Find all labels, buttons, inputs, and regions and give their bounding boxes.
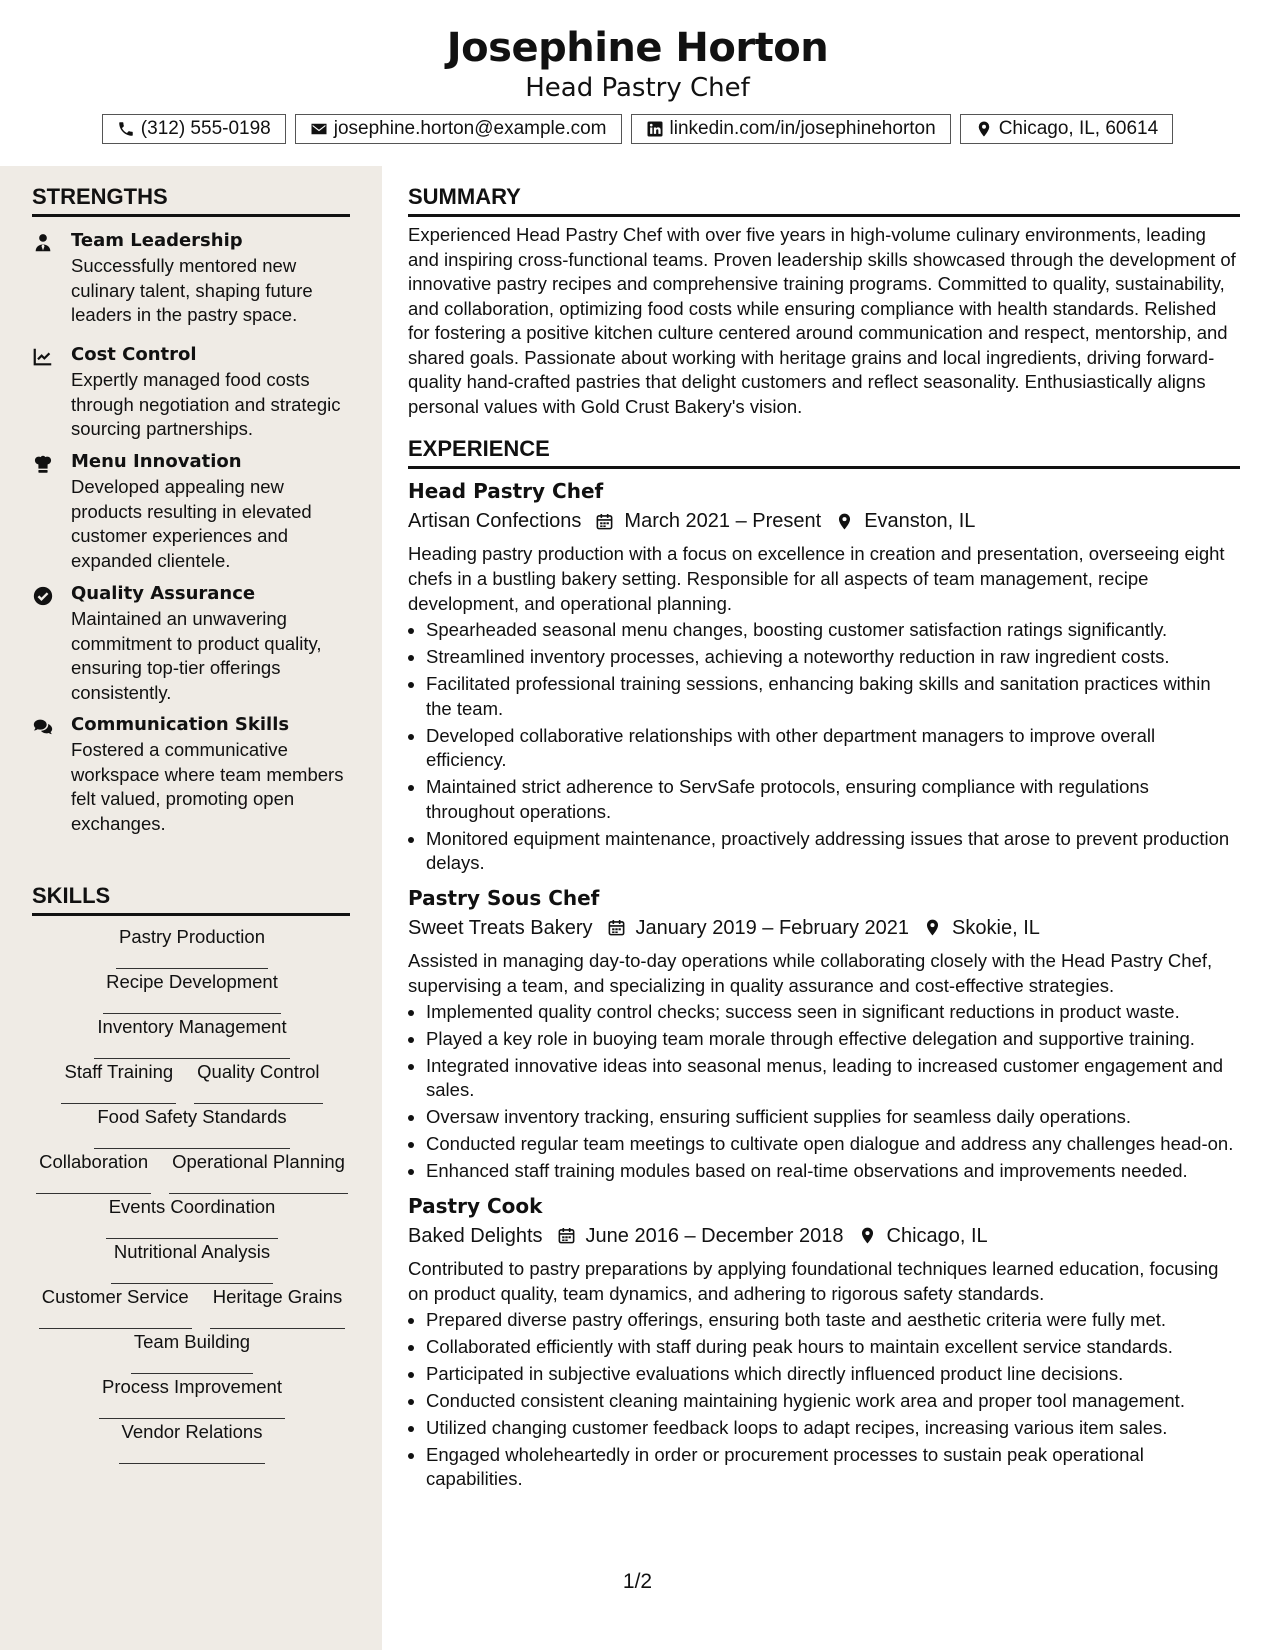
skill-tag: Heritage Grains [210,1284,346,1329]
calendar-icon [557,1226,576,1245]
bullet-item: • Conducted consistent cleaning maintaining hygienic work area and proper tool management. [426,1389,1240,1414]
job-entry [408,1192,1240,1492]
map-pin-icon [923,918,942,937]
job-dates: March 2021 – Present [624,510,822,532]
strength-desc: Fostered a communicative workspace where team members felt valued, promoting open exchanges. [71,739,344,834]
job-entry [408,477,1240,876]
skill-tag: Food Safety Standards [94,1104,289,1149]
job-meta [408,914,1240,942]
envelope-icon [310,120,328,138]
job-company: Sweet Treats Bakery [408,916,593,939]
contact-bar [0,114,1275,144]
strength-desc: Maintained an unwavering commitment to product quality, ensuring top-tier offerings consistently. [71,608,322,703]
job-company: Baked Delights [408,1224,543,1247]
skill-tag: Vendor Relations [119,1419,266,1464]
job-title: Pastry Sous Chef [408,885,600,910]
skill-tag: Staff Training [61,1059,176,1104]
experience-heading: EXPERIENCE [408,435,1240,469]
map-pin-icon [835,512,854,531]
contact-phone-text: (312) 555-0198 [140,118,271,139]
strength-desc: Successfully mentored new culinary talent, shaping future leaders in the pastry space. [71,255,313,325]
comments-icon [32,716,54,738]
bullet-item: • Facilitated professional training sessions, enhancing baking skills and sanitation practices within the team. [426,672,1240,721]
map-pin-icon [975,120,993,138]
phone-icon [117,120,135,138]
bullet-item: • Spearheaded seasonal menu changes, boosting customer satisfaction ratings significantly. [426,618,1240,643]
strength-desc: Developed appealing new products resulting in elevated customer experiences and expanded clientele. [71,476,312,571]
job-entry [408,884,1240,1184]
bullet-item: • Conducted regular team meetings to cultivate open dialogue and address any challenges head-on. [426,1132,1240,1157]
skill-tag: Events Coordination [106,1194,279,1239]
summary-text: Experienced Head Pastry Chef with over five years in high-volume culinary environments, leading and inspiring cross-functional teams. Proven leadership skills showcased through the development of innovative pastry recipes and comprehensive training programs. Committed to quality, sustainability, and collaboration, optimizing food costs while ensuring compliance with health standards. Relished for fostering a positive kitchen culture centered around communication and respect, mentorship, and shared goals. Passionate about working with heritage grains and local ingredients, driving forward-quality hand-crafted pastries that delight customers and reflect seasonality. Enthusiastically aligns personal values with Gold Crust Bakery's vision. [408,224,1236,417]
job-title: Head Pastry Chef [408,479,604,503]
strength-title: Quality Assurance [71,583,256,604]
job-company: Artisan Confections [408,510,582,532]
bullet-item: • Implemented quality control checks; success seen in significant reductions in product waste. [426,1000,1240,1025]
skills-list [32,924,352,1464]
job-bullets [408,618,1240,876]
bullet-item: • Streamlined inventory processes, achieving a noteworthy reduction in raw ingredient costs. [426,645,1240,670]
job-dates: January 2019 – February 2021 [635,916,910,939]
bullet-item: • Enhanced staff training modules based on real-time observations and improvements needed. [426,1159,1240,1184]
job-bullets [408,1000,1240,1184]
check-circle-icon [32,585,54,607]
skill-tag: Process Improvement [99,1374,285,1419]
skills-heading: SKILLS [32,882,350,916]
chart-line-icon [32,346,54,368]
bullet-item: • Maintained strict adherence to ServSafe protocols, ensuring compliance with regulations throughout operations. [426,775,1240,824]
skill-tag: Quality Control [194,1059,322,1104]
bullet-item: • Engaged wholeheartedly in order or procurement processes to sustain peak operational capabilities. [426,1443,1240,1492]
map-pin-icon [858,1226,877,1245]
strengths-heading: STRENGTHS [32,183,350,217]
skill-tag: Inventory Management [94,1014,289,1059]
bullet-item: • Participated in subjective evaluations which directly influenced product line decisions. [426,1362,1240,1387]
bullet-item: • Oversaw inventory tracking, ensuring sufficient supplies for seamless daily operations. [426,1105,1240,1130]
job-location: Evanston, IL [864,510,976,532]
bullet-item: • Developed collaborative relationships with other department managers to improve overall efficiency. [426,724,1240,773]
skill-tag: Nutritional Analysis [111,1239,273,1284]
calendar-icon [595,512,614,531]
summary-heading: SUMMARY [408,183,1240,217]
skill-tag: Customer Service [39,1284,192,1329]
contact-email-text: josephine.horton@example.com [333,118,607,139]
candidate-title: Head Pastry Chef [525,73,750,103]
chef-hat-icon [32,453,54,475]
user-tie-icon [32,232,54,254]
skill-tag: Operational Planning [169,1149,348,1194]
contact-linkedin-text: linkedin.com/in/josephinehorton [669,118,936,139]
strength-title: Menu Innovation [71,451,242,472]
job-bullets [408,1308,1240,1492]
bullet-item: • Integrated innovative ideas into seasonal menus, leading to increased customer engagement and sales. [426,1054,1240,1103]
skill-tag: Recipe Development [103,969,281,1014]
contact-location [960,114,1174,144]
bullet-item: • Collaborated efficiently with staff during peak hours to maintain excellent service standards. [426,1335,1240,1360]
contact-location-text: Chicago, IL, 60614 [998,118,1159,139]
contact-email[interactable] [295,114,622,144]
job-meta [408,507,1240,535]
bullet-item: • Prepared diverse pastry offerings, ensuring both taste and aesthetic criteria were fully met. [426,1308,1240,1333]
job-description: Contributed to pastry preparations by applying foundational techniques learned education, focusing on product quality, team dynamics, and adhering to rigorous safety standards. [408,1257,1219,1304]
job-description: Assisted in managing day-to-day operations while collaborating closely with the Head Pastry Chef, supervising a team, and specializing in quality assurance and cost-effective strategies. [408,949,1213,996]
bullet-item: • Utilized changing customer feedback loops to adapt recipes, increasing various item sales. [426,1416,1240,1441]
main-content [408,166,1240,1494]
resume-header [0,0,1275,166]
job-description: Heading pastry production with a focus on excellence in creation and presentation, overseeing eight chefs in a bustling bakery setting. Responsible for all aspects of team management, recipe development, and operational planning. [408,543,1225,614]
candidate-name: Josephine Horton [446,25,829,71]
skill-tag: Pastry Production [116,924,268,969]
job-meta [408,1222,1240,1250]
job-title: Pastry Cook [408,1193,543,1218]
page-number: 1/2 [622,1570,653,1593]
linkedin-icon [646,120,664,138]
contact-linkedin[interactable] [631,114,951,144]
skill-tag: Team Building [131,1329,253,1374]
bullet-item: • Played a key role in buoying team morale through effective delegation and supportive training. [426,1027,1240,1052]
contact-phone[interactable] [102,114,286,144]
calendar-icon [607,918,626,937]
job-dates: June 2016 – December 2018 [585,1224,844,1247]
strength-desc: Expertly managed food costs through negotiation and strategic sourcing partnerships. [71,369,341,439]
job-location: Skokie, IL [952,916,1040,939]
strength-title: Team Leadership [71,230,243,251]
strength-title: Cost Control [71,344,197,365]
job-location: Chicago, IL [886,1224,988,1247]
strength-title: Communication Skills [71,714,290,735]
bullet-item: • Monitored equipment maintenance, proactively addressing issues that arose to prevent production delays. [426,827,1240,876]
skill-tag: Collaboration [36,1149,151,1194]
